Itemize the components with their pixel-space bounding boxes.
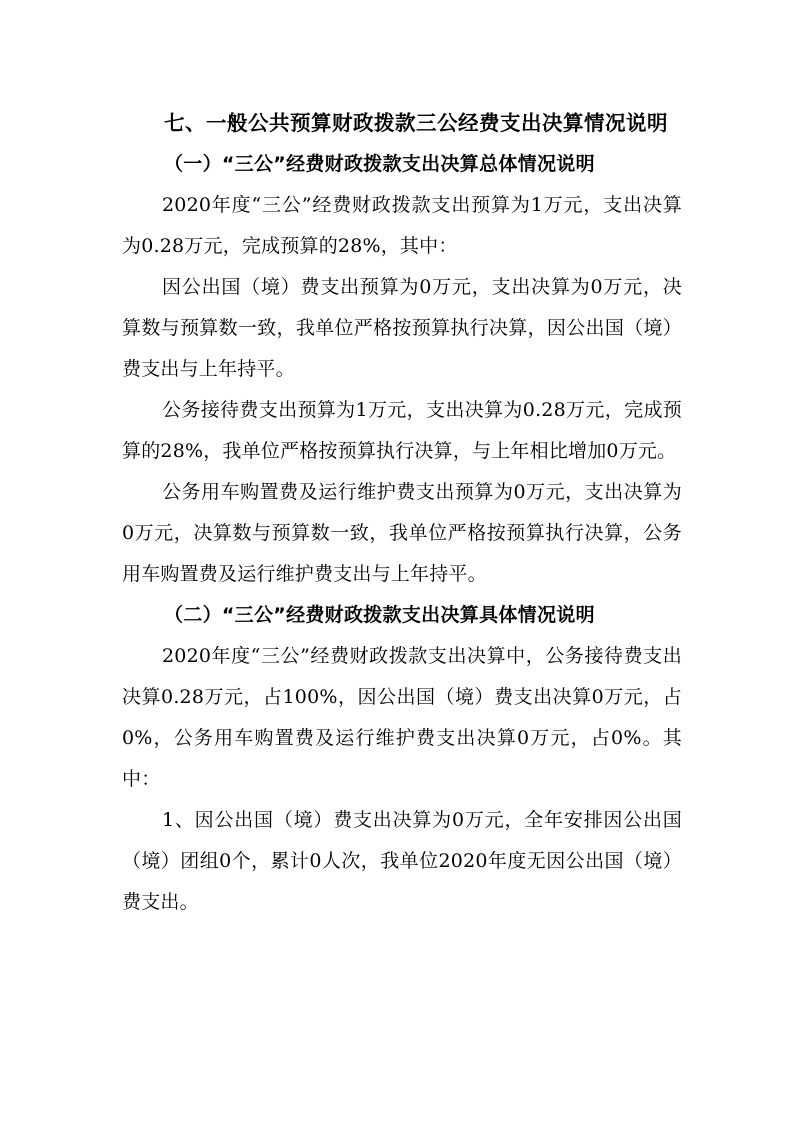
paragraph-vehicles: 公务用车购置费及运行维护费支出预算为0万元，支出决算为0万元，决算数与预算数一致，我单位严格按预算执行决算，公务用车购置费及运行维护费支出与上年持平。 (122, 481, 682, 585)
subsection-title-specific: （二）“三公”经费财政拨款支出决算具体情况说明 (164, 604, 595, 626)
paragraph-item-1: 1、因公出国（境）费支出决算为0万元，全年安排因公出国（境）团组0个，累计0人次，我单位2020年度无因公出国（境）费支出。 (122, 809, 682, 913)
section-title: 七、一般公共预算财政拨款三公经费支出决算情况说明 (164, 111, 668, 135)
paragraph-overall-budget: 2020年度“三公”经费财政拨款支出预算为1万元，支出决算为0.28万元，完成预算的28%，其中： (122, 194, 682, 257)
paragraph-specific-breakdown: 2020年度“三公”经费财政拨款支出决算中，公务接待费支出决算0.28万元，占100%，因公出国（境）费支出决算0万元，占0%，公务用车购置费及运行维护费支出决算0万元，占0%。其中： (122, 645, 682, 790)
paragraph-overseas-travel: 因公出国（境）费支出预算为0万元，支出决算为0万元，决算数与预算数一致，我单位严格按预算执行决算，因公出国（境）费支出与上年持平。 (122, 276, 682, 380)
subsection-title-overall: （一）“三公”经费财政拨款支出决算总体情况说明 (164, 153, 595, 175)
document-body (122, 103, 682, 923)
paragraph-reception: 公务接待费支出预算为1万元，支出决算为0.28万元，完成预算的28%，我单位严格按预算执行决算，与上年相比增加0万元。 (122, 399, 682, 462)
